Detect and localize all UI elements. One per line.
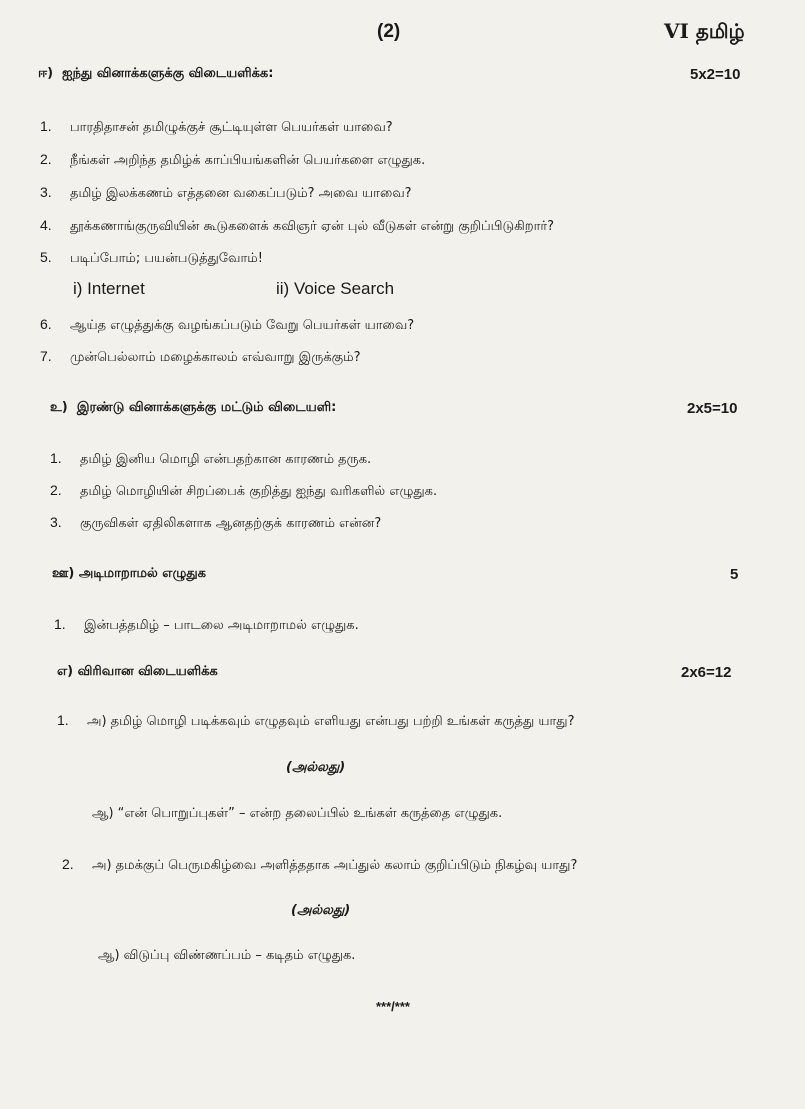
- question-number: 7.: [40, 348, 52, 364]
- end-marker: ***/***: [376, 999, 410, 1014]
- question-item: [54, 616, 359, 634]
- section-e-marks: 5x2=10: [690, 66, 741, 83]
- section-title: ஐந்து வினாக்களுக்கு விடையளிக்க:: [62, 66, 274, 81]
- question-number: 1.: [54, 616, 66, 632]
- question-item: [62, 856, 577, 874]
- question-number: 1.: [50, 450, 62, 466]
- section-title: அடிமாறாமல் எழுதுக: [78, 566, 206, 581]
- section-title: இரண்டு வினாக்களுக்கு மட்டும் விடையளி:: [76, 400, 337, 415]
- question-text: இன்பத்தமிழ் – பாடலை அடிமாறாமல் எழுதுக.: [84, 618, 359, 633]
- question-item: [40, 348, 361, 366]
- question-number: 1.: [40, 118, 52, 134]
- section-oo-marks: 5: [730, 566, 739, 583]
- question-number: 5.: [40, 249, 52, 265]
- question-number: 2.: [50, 482, 62, 498]
- question-text: தமிழ் இனிய மொழி என்பதற்கான காரணம் தருக.: [80, 452, 372, 467]
- section-e-heading: [38, 66, 273, 82]
- question-text: படிப்போம்; பயன்படுத்துவோம்!: [70, 251, 263, 266]
- option-voice-search: ii) Voice Search: [276, 279, 395, 298]
- question-alternative: ஆ) விடுப்பு விண்ணப்பம் – கடிதம் எழுதுக.: [98, 948, 356, 963]
- question-text: குருவிகள் ஏதிலிகளாக ஆனதற்குக் காரணம் என்ன?: [80, 516, 382, 531]
- question-number: 4.: [40, 217, 52, 233]
- section-oo-heading: [52, 566, 206, 582]
- question-text: முன்பெல்லாம் மழைக்காலம் எவ்வாறு இருக்கும்?: [70, 350, 361, 365]
- or-separator: (அல்லது): [286, 760, 346, 775]
- question-item: [50, 482, 437, 500]
- section-label: ஈ): [38, 66, 54, 81]
- question-number: 3.: [50, 514, 62, 530]
- question-number: 2.: [62, 856, 74, 872]
- or-separator: (அல்லது): [291, 903, 351, 918]
- question-item: [50, 450, 371, 468]
- question-number: 1.: [57, 712, 69, 728]
- question-number: 3.: [40, 184, 52, 200]
- question-text: தூக்கணாங்குருவியின் கூடுகளைக் கவிஞர் ஏன் புல் வீடுகள் என்று குறிப்பிடுகிறார்?: [70, 219, 555, 234]
- question-item: [40, 151, 425, 169]
- section-u-marks: 2x5=10: [687, 400, 738, 417]
- section-ea-marks: 2x6=12: [681, 664, 732, 681]
- class-subject-heading: VI தமிழ்: [664, 19, 745, 43]
- question-item: [40, 316, 414, 334]
- option-internet: i) Internet: [73, 279, 145, 298]
- question-item: [50, 514, 381, 532]
- section-label: உ): [50, 400, 68, 415]
- section-ea-heading: [57, 664, 218, 680]
- section-title: விரிவான விடையளிக்க: [77, 664, 218, 679]
- question-text: ஆய்த எழுத்துக்கு வழங்கப்படும் வேறு பெயர்கள் யாவை?: [70, 318, 415, 333]
- question-text: நீங்கள் அறிந்த தமிழ்க் காப்பியங்களின் பெயர்களை எழுதுக.: [70, 153, 426, 168]
- question-text: தமிழ் மொழியின் சிறப்பைக் குறித்து ஐந்து வரிகளில் எழுதுக.: [80, 484, 438, 499]
- question-alternative: ஆ) “என் பொறுப்புகள்” – என்ற தலைப்பில் உங்கள் கருத்தை எழுதுக.: [92, 806, 503, 821]
- question-item: [40, 184, 412, 202]
- question-item: [40, 249, 263, 267]
- question-text: தமிழ் இலக்கணம் எத்தனை வகைப்படும்? அவை யாவை?: [70, 186, 412, 201]
- question-text: பாரதிதாசன் தமிழுக்குச் சூட்டியுள்ள பெயர்கள் யாவை?: [70, 120, 393, 135]
- question-item: [40, 217, 554, 235]
- question-item: [40, 118, 393, 136]
- question-number: 6.: [40, 316, 52, 332]
- question-text: அ) தமிழ் மொழி படிக்கவும் எழுதவும் எளியது என்பது பற்றி உங்கள் கருத்து யாது?: [87, 714, 575, 729]
- section-label: எ): [57, 664, 74, 679]
- page-number: (2): [377, 21, 401, 42]
- section-label: ஊ): [52, 566, 75, 581]
- question-item: [57, 712, 574, 730]
- section-u-heading: [50, 400, 336, 416]
- question-number: 2.: [40, 151, 52, 167]
- question-text: அ) தமக்குப் பெருமகிழ்வை அளித்ததாக அப்துல் கலாம் குறிப்பிடும் நிகழ்வு யாது?: [92, 858, 578, 873]
